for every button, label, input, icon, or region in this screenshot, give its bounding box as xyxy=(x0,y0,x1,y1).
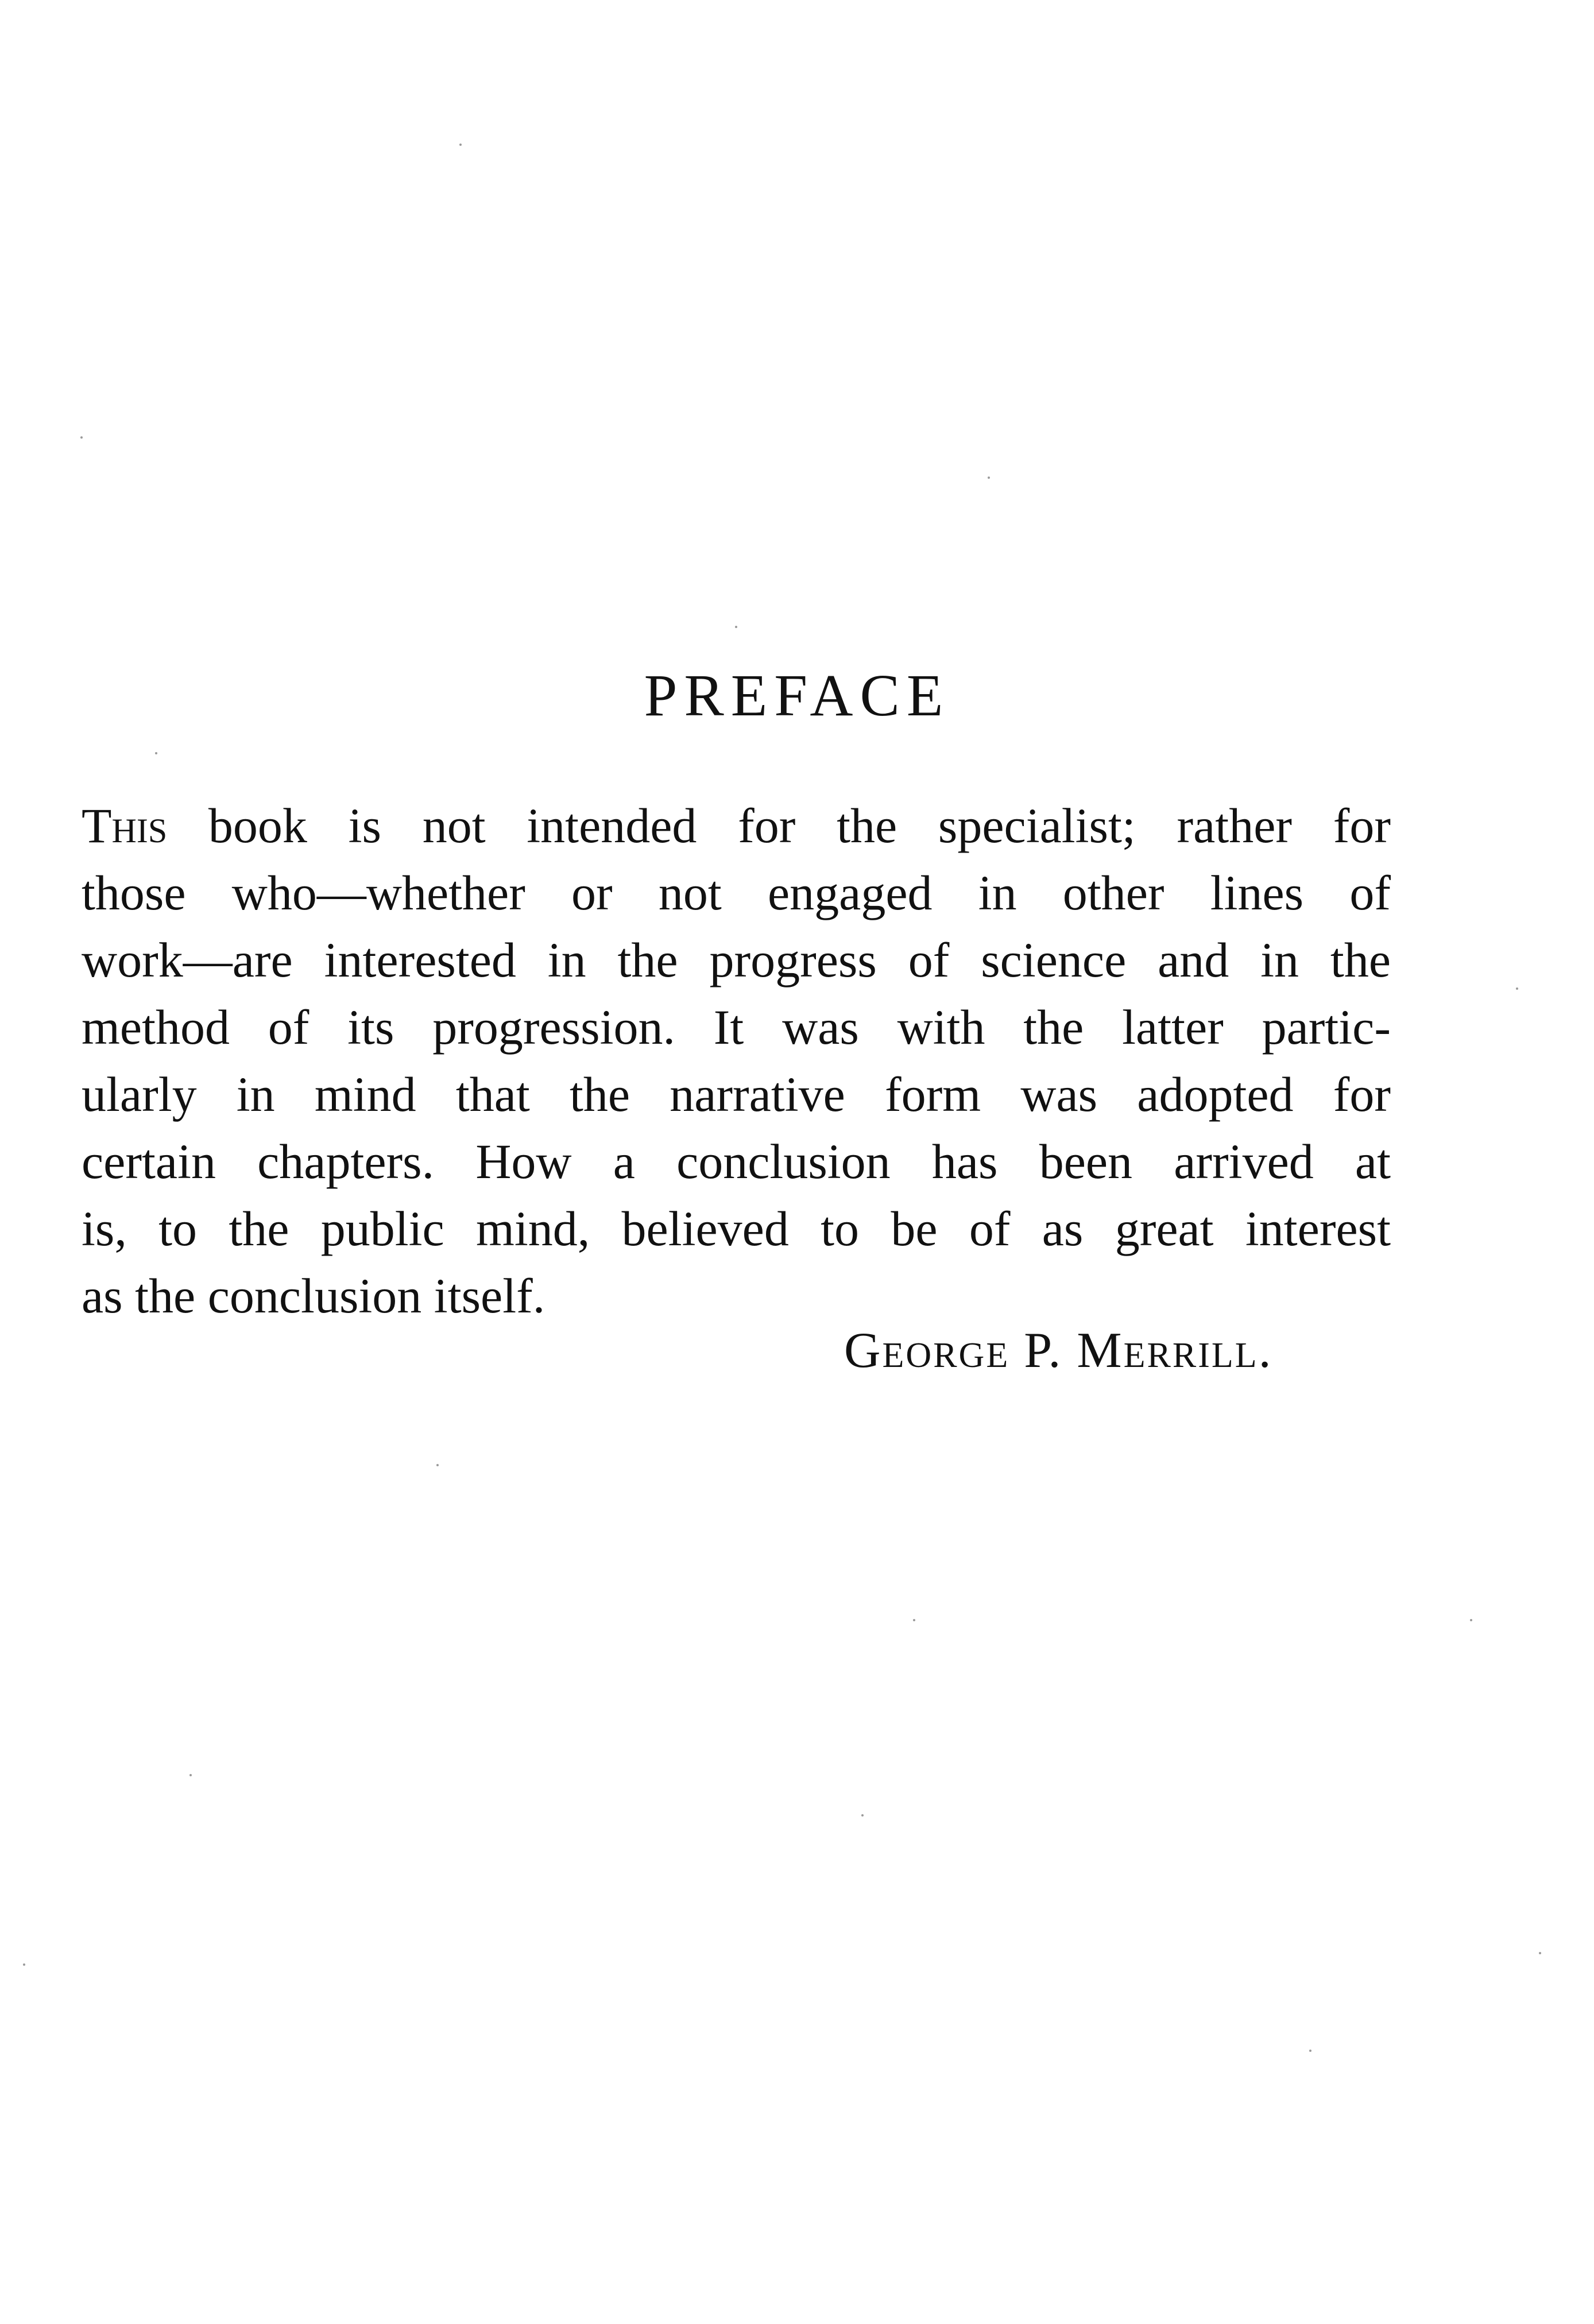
paragraph-line: as the conclusion itself. xyxy=(82,1268,545,1323)
paper-speck xyxy=(459,144,462,146)
paper-speck xyxy=(189,1774,192,1776)
paper-speck xyxy=(1539,1952,1541,1954)
paper-speck xyxy=(80,436,83,439)
paper-speck xyxy=(1516,987,1518,990)
paper-speck xyxy=(913,1619,915,1621)
paper-speck xyxy=(861,1814,864,1816)
paper-speck xyxy=(155,752,157,754)
paragraph-line: is, to the public mind, believed to be of as great interest xyxy=(82,1201,1391,1256)
author-signature: George P. Merrill. xyxy=(844,1323,1273,1378)
paragraph-line: method of its progression. It was with the latter partic- xyxy=(82,1000,1391,1055)
paragraph-line: those who—whether or not engaged in other lines of xyxy=(82,865,1391,920)
page-heading: PREFACE xyxy=(644,663,950,729)
preface-paragraph xyxy=(82,792,1391,1330)
paragraph-line: certain chapters. How a conclusion has been arrived at xyxy=(82,1134,1391,1189)
paragraph-line: ularly in mind that the narrative form was adopted for xyxy=(82,1067,1391,1122)
lead-word: This xyxy=(82,798,168,853)
paper-speck xyxy=(23,1963,25,1966)
paper-speck xyxy=(1470,1619,1472,1621)
paragraph-line: work—are interested in the progress of science and in the xyxy=(82,932,1391,987)
paragraph-line-text: book is not intended for the specialist; rather for xyxy=(167,798,1391,853)
paper-speck xyxy=(1309,2050,1311,2052)
paper-speck xyxy=(735,626,737,628)
paper-speck xyxy=(988,477,990,479)
paragraph-line xyxy=(82,792,1391,859)
paper-speck xyxy=(436,1464,439,1466)
